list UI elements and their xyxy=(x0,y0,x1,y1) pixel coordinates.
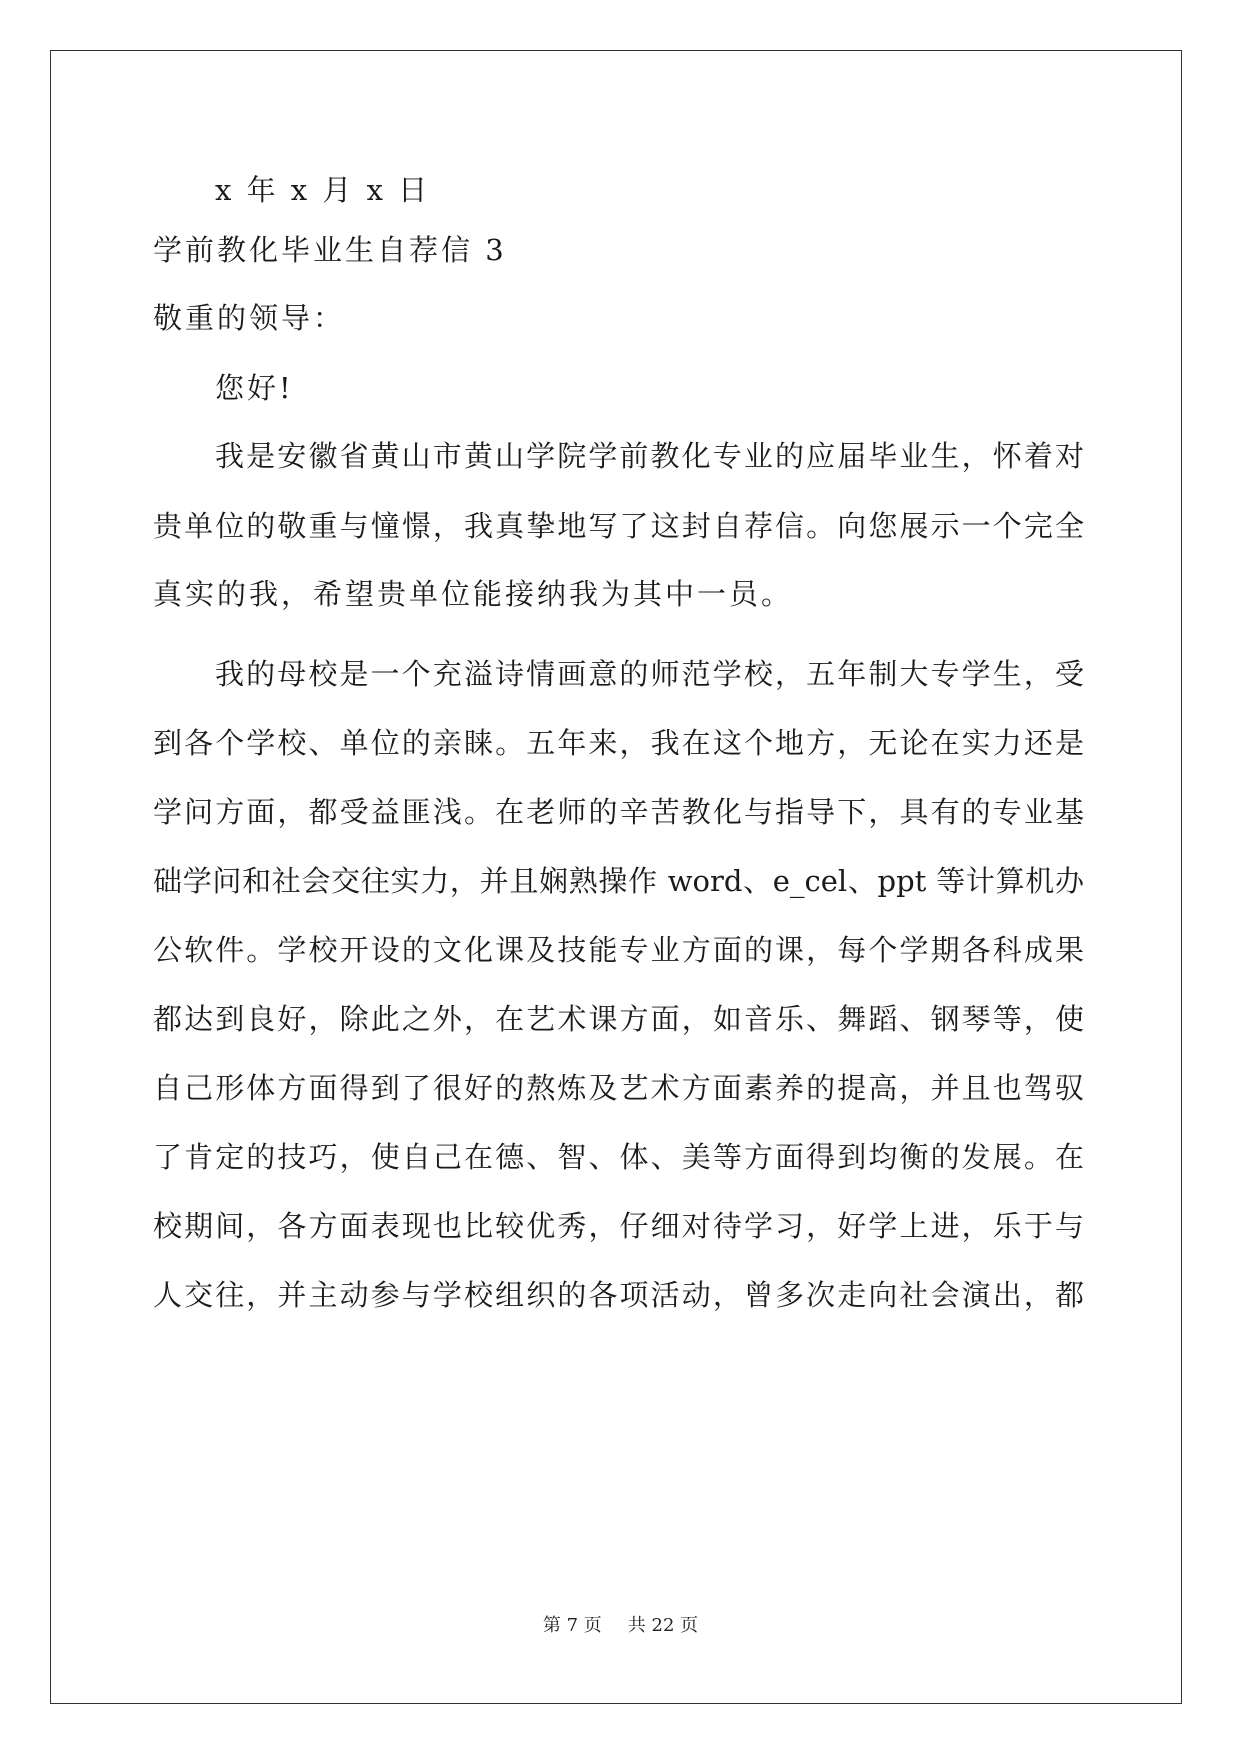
body-line-3: 真实的我，希望贵单位能接纳我为其中一员。 xyxy=(153,577,794,611)
greeting: 您好! xyxy=(215,371,294,405)
body-line-7: 础学问和社会交往实力，并且娴熟操作 word、e_cel、ppt 等计算机办 xyxy=(153,864,1084,898)
body-line-13: 人交往，并主动参与学校组织的各项活动，曾多次走向社会演出，都 xyxy=(153,1278,1084,1312)
body-line-5: 到各个学校、单位的亲睐。五年来，我在这个地方，无论在实力还是 xyxy=(153,726,1084,760)
salutation: 敬重的领导： xyxy=(153,301,346,335)
body-line-11: 了肯定的技巧，使自己在德、智、体、美等方面得到均衡的发展。在 xyxy=(153,1140,1084,1174)
page-footer xyxy=(0,1614,1241,1638)
body-line-4: 我的母校是一个充溢诗情画意的师范学校，五年制大专学生，受 xyxy=(215,657,1084,691)
page-number: 第 7 页 xyxy=(542,1615,602,1636)
body-line-12: 校期间，各方面表现也比较优秀，仔细对待学习，好学上进，乐于与 xyxy=(153,1209,1084,1243)
date-line: x 年 x 月 x 日 xyxy=(215,173,431,207)
page-total: 共 22 页 xyxy=(627,1615,699,1636)
body-line-8: 公软件。学校开设的文化课及技能专业方面的课，每个学期各科成果 xyxy=(153,933,1084,967)
body-line-10: 自己形体方面得到了很好的熬炼及艺术方面素养的提高，并且也驾驭 xyxy=(153,1071,1084,1105)
body-line-6: 学问方面，都受益匪浅。在老师的辛苦教化与指导下，具有的专业基 xyxy=(153,795,1084,829)
body-line-9: 都达到良好，除此之外，在艺术课方面，如音乐、舞蹈、钢琴等，使 xyxy=(153,1002,1084,1036)
body-line-1: 我是安徽省黄山市黄山学院学前教化专业的应届毕业生，怀着对 xyxy=(215,439,1084,473)
letter-title: 学前教化毕业生自荐信 3 xyxy=(153,233,507,267)
body-line-2: 贵单位的敬重与憧憬，我真挚地写了这封自荐信。向您展示一个完全 xyxy=(153,509,1084,543)
